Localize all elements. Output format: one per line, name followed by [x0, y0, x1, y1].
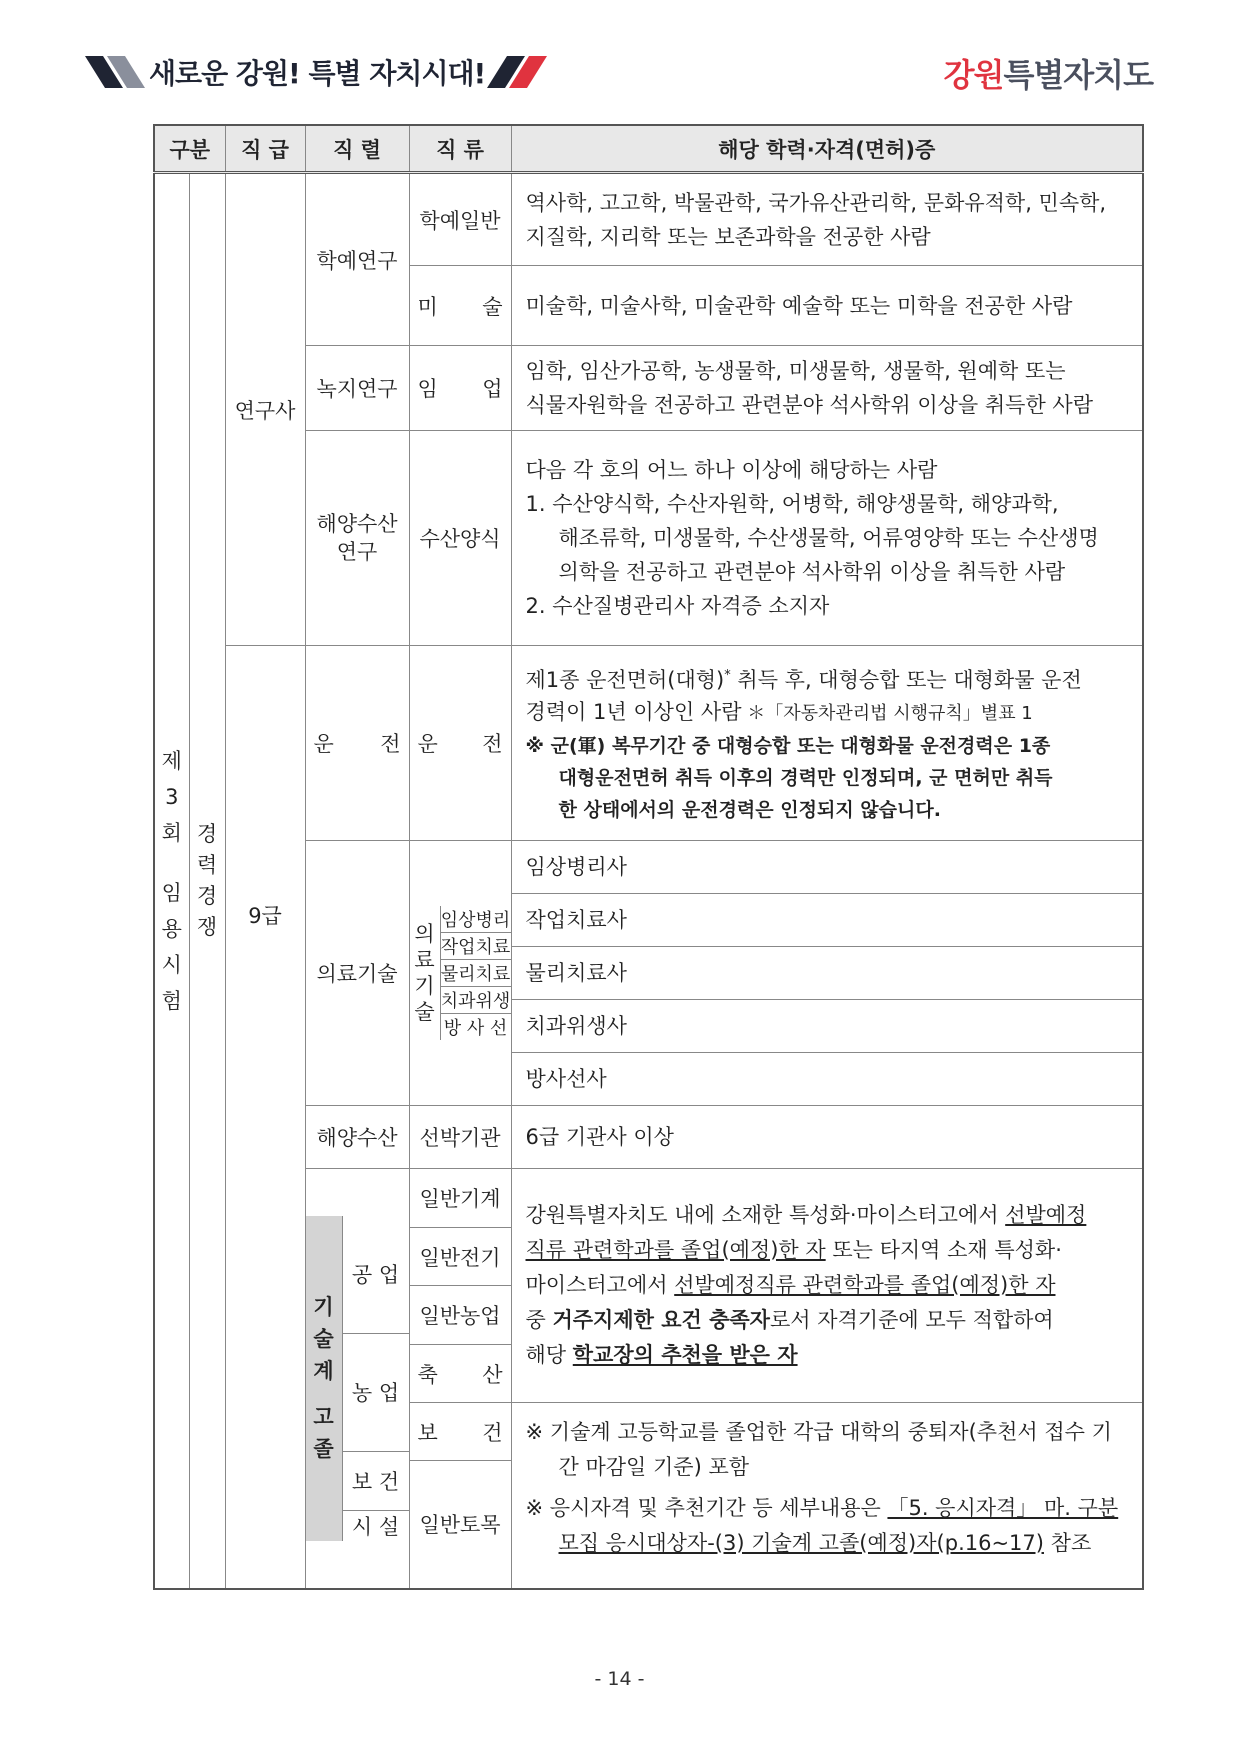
qual-forestry: 임학, 임산가공학, 농생물학, 미생물학, 생물학, 원예학 또는 식물자원학을 전공하고 관련분야 석사학위 이상을 취득한 사람 — [511, 346, 1143, 431]
qual-hakye-general: 역사학, 고고학, 박물관학, 국가유산관리학, 문화유적학, 민속학, 지질학, 지리학 또는 보존과학을 전공한 사람 — [511, 173, 1143, 266]
qual-clinical-pathology: 임상병리사 — [511, 841, 1143, 894]
series-green: 녹지연구 — [305, 346, 409, 431]
series-hakye: 학예연구 — [305, 173, 409, 346]
class-general-electrical: 일반전기 — [409, 1228, 511, 1286]
header-slogan-area — [95, 52, 537, 92]
qualification-table — [153, 124, 1144, 1590]
series-marine: 해양수산 — [305, 1106, 409, 1169]
col-header-qualification: 해당 학력·자격(면허)증 — [511, 125, 1143, 173]
qual-art: 미술학, 미술사학, 미술관학 예술학 또는 미학을 전공한 사람 — [511, 266, 1143, 346]
class-aquaculture: 수산양식 — [409, 431, 511, 646]
grade-9: 9급 — [225, 646, 305, 1589]
table-row — [154, 646, 1143, 841]
class-health: 보 건 — [409, 1403, 511, 1461]
col-header-gubun: 구분 — [154, 125, 225, 173]
class-occupational-therapy: 작업치료 — [441, 933, 511, 960]
series-industry: 공 업 — [343, 1216, 409, 1334]
col-header-jikgeup: 직 급 — [225, 125, 305, 173]
tech-hs-label: 기 술 계 고 졸 — [306, 1216, 343, 1541]
tech-hs-group — [305, 1169, 409, 1589]
table-row — [154, 173, 1143, 266]
series-facility: 시 설 — [351, 1514, 400, 1539]
exam-name-cell: 제 3 회 임 용 시 험 — [154, 173, 189, 1589]
grade-researcher: 연구사 — [225, 173, 305, 646]
class-clinical-pathology: 임상병리 — [441, 906, 511, 933]
qual-tech-hs-notes: ※ 기술계 고등학교를 졸업한 각급 대학의 중퇴자(추천서 접수 기간 마감일 기준) 포함 ※ 응시자격 및 추천기간 등 세부내용은 「5. 응시자격」 마. 구분모집 응시대상자-(3) 기술계 고졸(예정)자(p.16~17) 참조 — [511, 1403, 1143, 1589]
stripe-decoration-icon — [95, 56, 135, 88]
class-art: 미 술 — [409, 266, 511, 346]
medical-class-group — [409, 841, 511, 1106]
class-radiology: 방 사 선 — [443, 1018, 508, 1039]
class-ship-engine: 선박기관 — [409, 1106, 511, 1169]
medical-class-label: 의 료 기 술 — [410, 906, 441, 1040]
series-marine-research: 해양수산 연구 — [305, 431, 409, 646]
series-medical: 의료기술 — [305, 841, 409, 1106]
class-hakye-general: 학예일반 — [409, 173, 511, 266]
series-health: 보 건 — [343, 1452, 409, 1511]
qual-aquaculture: 다음 각 호의 어느 하나 이상에 해당하는 사람 1. 수산양식학, 수산자원학, 어병학, 해양생물학, 해양과학, 해조류학, 미생물학, 수산생물학, 어류영양학 또는 수산생명 의학을 전공하고 관련분야 석사학위 이상을 취득한 사람 2. 수산질병관리사 자격증 소지자 — [511, 431, 1143, 646]
qual-ship-engine: 6급 기관사 이상 — [511, 1106, 1143, 1169]
series-agriculture: 농 업 — [343, 1334, 409, 1452]
qual-tech-hs-main: 강원특별자치도 내에 소재한 특성화·마이스터고에서 선발예정 직류 관련학과를 졸업(예정)한 자 또는 타지역 소재 특성화· 마이스터고에서 선발예정직류 관련학과를 졸업(예정)한 자 중 거주지제한 요건 충족자로서 자격기준에 모두 적합하여 해당 학교장의 추천을 받은 자 — [511, 1169, 1143, 1403]
class-dental-hygiene: 치과위생 — [441, 987, 511, 1014]
stripe-decoration-icon — [497, 56, 537, 88]
class-forestry: 임 업 — [409, 346, 511, 431]
class-general-civil: 일반토목 — [409, 1461, 511, 1589]
qual-radiology: 방사선사 — [511, 1053, 1143, 1106]
series-driving: 운 전 — [305, 646, 409, 841]
class-general-agriculture: 일반농업 — [409, 1286, 511, 1345]
qual-occupational-therapy: 작업치료사 — [511, 894, 1143, 947]
col-header-jikryu: 직 류 — [409, 125, 511, 173]
gangwon-logo: 강원특별자치도 — [943, 56, 1153, 94]
table-header-row — [154, 125, 1143, 173]
exam-type-cell: 경 력 경 쟁 — [189, 173, 225, 1589]
class-livestock: 축 산 — [409, 1345, 511, 1403]
col-header-jikryeol: 직 렬 — [305, 125, 409, 173]
header-slogan: 새로운 강원! 특별 자치시대! — [149, 57, 486, 90]
class-driving: 운 전 — [409, 646, 511, 841]
qual-dental-hygiene: 치과위생사 — [511, 1000, 1143, 1053]
class-physical-therapy: 물리치료 — [441, 960, 511, 987]
page-number: - 14 - — [594, 1668, 645, 1690]
class-general-mechanical: 일반기계 — [409, 1169, 511, 1228]
qual-driving: 제1종 운전면허(대형)* 취득 후, 대형승합 또는 대형화물 운전 경력이 1년 이상인 사람 ＊「자동차관리법 시행규칙」별표 1 ※ 군(軍) 복무기간 중 대형승합 또는 대형화물 운전경력은 1종 대형운전면허 취득 이후의 경력만 인정되며, 군 면허만 취득 한 상태에서의 운전경력은 인정되지 않습니다. — [511, 646, 1143, 841]
qual-physical-therapy: 물리치료사 — [511, 947, 1143, 1000]
